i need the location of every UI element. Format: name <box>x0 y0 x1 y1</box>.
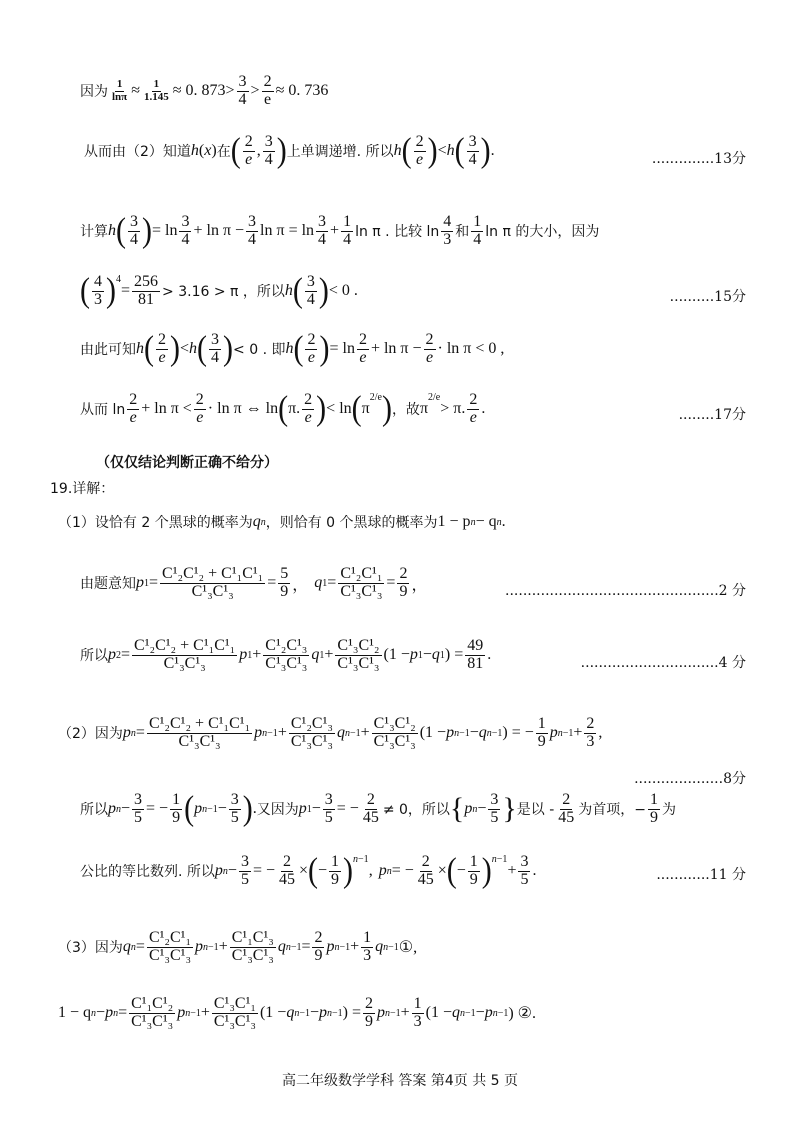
fraction: $\frac{3}{4}$ <box>238 73 247 108</box>
fraction: $\frac{2}{e}$ <box>263 73 272 108</box>
part-3-complement: 1 − q n − p n = $\frac{\text{C¹₁C¹₂}}{\text{C¹₃C¹₃}}$ p n−1 + $\frac{\text{C¹₃C¹₁}}{\text{C¹₃C¹₃}}$ (1 − q n−1 − p n−1 ) = $\frac{2}{9}$ p n−1 + $\frac{1}{3}$ (1 − q n−1 − p n−1 ) ②. <box>58 995 536 1030</box>
score-15: ..........15分 <box>669 289 746 305</box>
fraction: $\frac{1}{1.145}$ <box>143 78 169 103</box>
score-11: ............11 分 <box>656 867 746 883</box>
part-3-q: （3）因为 q n = $\frac{\text{C¹₂C¹₁}}{\text{C¹₃C¹₃}}$ p n−1 + $\frac{\text{C¹₁C¹₃}}{\text{C¹₃C¹₃}}$ q n−1 = $\frac{2}{9}$ p n−1 + $\frac{1}{3}$ q n−1 ①, <box>58 929 418 964</box>
score-8: ....................8分 <box>634 771 746 787</box>
grading-note: （仅仅结论判断正确不给分） <box>96 455 278 471</box>
question-19-heading: 19.详解： <box>50 481 115 497</box>
score-2: ................................................2 分 <box>505 583 746 599</box>
part-2-formula: 公比的等比数列. 所以 p n − $\frac{3}{5}$ = − $\frac{2}{45}$ × ( − $\frac{1}{9}$ ) $^{n -1}$ , p n = − $\frac{2}{45}$ × ( − $\frac{1}{9}$ ) $^{n -1}$ + $\frac{3}{5}$ . <box>80 851 537 890</box>
part-1-result: 所以 p 2 = $\frac{\text{C¹₂C¹₂ + C¹₁C¹₁}}{\text{C¹₃C¹₃}}$ p 1 + $\frac{\text{C¹₂C¹₃}}{\text{C¹₃C¹₃}}$ q 1 + $\frac{\text{C¹₃C¹₂}}{\text{C¹₃C¹₃}}$ (1 − p 1 − q 1 ) = $\frac{49}{81}$ . <box>80 637 492 672</box>
line-6: 从而 ln $\frac{2}{e}$ + ln π < $\frac{2}{e}$ · ln π ⇔ ln ( π. $\frac{2}{e}$ ) < ln ( π $^{2/e}$ ) ，故 π $^{2/e}$ > π. $\frac{2}{e}$ . <box>80 389 486 428</box>
part-2-recurrence: （2）因为 p n = $\frac{\text{C¹₂C¹₂ + C¹₁C¹₁}}{\text{C¹₃C¹₃}}$ p n−1 + $\frac{\text{C¹₂C¹₃}}{\text{C¹₃C¹₃}}$ q n−1 + $\frac{\text{C¹₃C¹₂}}{\text{C¹₃C¹₃}}$ (1 − p n−1 − q n−1 ) = − $\frac{1}{9}$ p n−1 + $\frac{2}{3}$ , <box>58 715 603 750</box>
line-2: 从而由（2）知道 h ( x ) 在 ( $\frac{2}{e}$ , $\frac{3}{4}$ ) 上单调递增. 所以 h ( $\frac{2}{e}$ ) < h ( $\frac{3}{4}$ ) . <box>84 131 495 170</box>
part-1-given: 由题意知 p 1 = $\frac{\text{C¹₂C¹₂ + C¹₁C¹₁}}{\text{C¹₃C¹₃}}$ = $\frac{5}{9}$ ， q 1 = $\frac{\text{C¹₂C¹₁}}{\text{C¹₃C¹₃}}$ = $\frac{2}{9}$ ， <box>80 565 428 600</box>
line-1: 因为 $\frac{1}{\ln\pi}$ ≈ $\frac{1}{1.145}$ ≈ 0. 873> $\frac{3}{4}$ > $\frac{2}{e}$ ≈ 0. 736 <box>80 73 329 108</box>
part-2-geometric: 所以 p n − $\frac{3}{5}$ = − $\frac{1}{9}$ ( p n−1 − $\frac{3}{5}$ ) . 又因为 p 1 − $\frac{3}{5}$ = − $\frac{2}{45}$ ≠ 0，所以 { p n − $\frac{3}{5}$ } 是以 - $\frac{2}{45}$ 为首项，− $\frac{1}{9}$ 为 <box>80 789 677 828</box>
fraction: $\frac{1}{\ln\pi}$ <box>112 78 128 103</box>
line-4: ( $\frac{4}{3}$ ) $^4$ = $\frac{256}{81}$ > 3.16 > π ，所以 h ( $\frac{3}{4}$ ) < 0 . <box>80 271 358 310</box>
part-1-line: （1）设恰有 2 个黑球的概率为 q n ，则恰有 0 个黑球的概率为 1 − p n − q n . <box>58 513 506 531</box>
line-3: 计算 h ( $\frac{3}{4}$ ) = ln $\frac{3}{4}$ + ln π − $\frac{3}{4}$ ln π = ln $\frac{3}{4}$ + $\frac{1}{4}$ ln π . 比较 ln $\frac{4}{3}$ 和 $\frac{1}{4}$ ln π 的大小，因为 <box>80 211 600 250</box>
score-13: ..............13分 <box>651 151 746 167</box>
score-4: ...............................4 分 <box>580 655 746 671</box>
page-footer: 高二年级数学学科 答案 第4页 共 5 页 <box>281 1073 519 1089</box>
score-17: ........17分 <box>678 407 746 423</box>
line-5: 由此可知 h ( $\frac{2}{e}$ ) < h ( $\frac{3}{4}$ ) < 0 . 即 h ( $\frac{2}{e}$ ) = ln $\frac{2}{e}$ + ln π − $\frac{2}{e}$ · ln π < 0 , <box>80 329 505 368</box>
